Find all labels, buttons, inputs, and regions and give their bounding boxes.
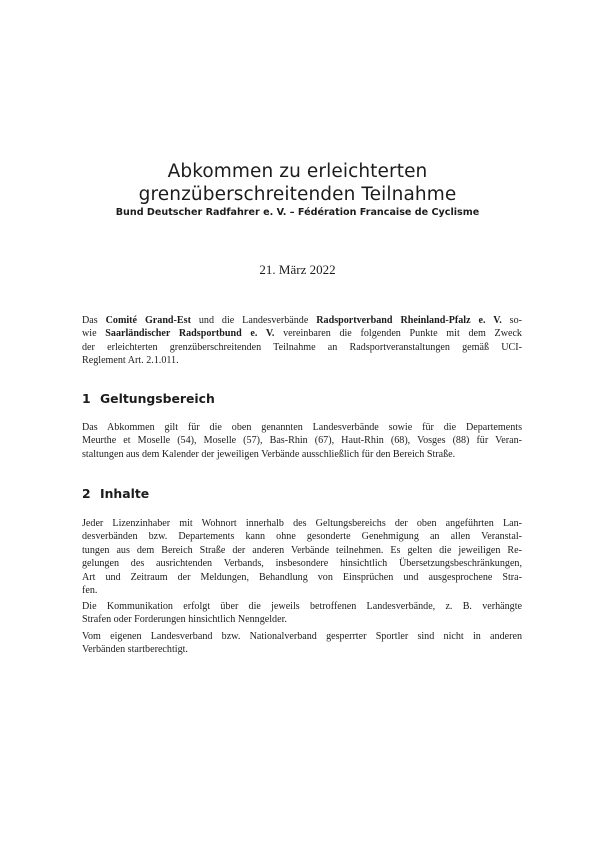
intro-line-4: Reglement Art. 2.1.011. [82, 355, 179, 367]
intro-bold-rlp: Radsportverband Rheinland-Pfalz e. V. [316, 315, 502, 326]
section-1-paragraph [82, 421, 522, 461]
intro-line-3: der erleichterten grenzüberschreitenden Teilnahme an Radsportveranstaltungen gemäß UCI- [82, 341, 522, 353]
text-line: Art und Zeitraum der Meldungen, Behandlung von Einsprüchen und ausgesprochene Stra- [82, 571, 522, 583]
text-line: Verbänden startberechtigt. [82, 644, 188, 656]
text-line: gelungen des ausrichtenden Verbands, insbesondere hinsichtlich Übersetzungsbeschränkungen, [82, 558, 522, 570]
title-line-2: grenzüberschreitenden Teilnahme [138, 184, 457, 205]
text-line: staltungen aus dem Kalender der jeweiligen Verbände ausschließlich für den Bereich Straße. [82, 448, 456, 460]
intro-line-2: wie Saarländischer Radsportbund e. V. vereinbaren die folgenden Punkte mit dem Zweck [82, 328, 522, 340]
intro-bold-comite: Comité Grand-Est [105, 315, 191, 326]
title-line-1: Abkommen zu erleichterten [167, 161, 428, 182]
text-line: Strafen oder Forderungen hinsichtlich Nenngelder. [82, 614, 287, 626]
section-title: Inhalte [100, 486, 150, 501]
section-2-paragraph-3 [82, 630, 522, 657]
section-heading-2 [82, 486, 149, 501]
section-number: 1 [82, 391, 91, 406]
text-line: Die Kommunikation erfolgt über die jeweils betroffenen Landesverbände, z. B. verhängte [82, 601, 522, 612]
text-line: Jeder Lizenzinhaber mit Wohnort innerhalb des Geltungsbereichs der oben angeführten Lan- [82, 518, 522, 529]
section-2-paragraph-1 [82, 517, 522, 597]
text-line: fen. [82, 585, 98, 597]
intro-bold-saar: Saarländischer Radsportbund e. V. [105, 328, 275, 340]
text-line: Meurthe et Moselle (54), Moselle (57), Bas-Rhin (67), Haut-Rhin (68), Vosges (88) für Veran- [82, 435, 522, 447]
section-heading-1 [82, 391, 215, 406]
intro-line-1: Das Comité Grand-Est und die Landesverbände Radsportverband Rheinland-Pfalz e. V. so- [82, 315, 522, 326]
section-2-paragraph-2 [82, 600, 522, 627]
text-line: desverbänden bzw. Departements kann ohne gesonderte Genehmigung an allen Veranstal- [82, 531, 522, 543]
document-subtitle: Bund Deutscher Radfahrer e. V. – Fédération Francaise de Cyclisme [115, 207, 480, 218]
document-title [60, 160, 535, 206]
intro-paragraph [82, 314, 522, 368]
text-line: Das Abkommen gilt für die oben genannten Landesverbände sowie für die Departements [82, 422, 522, 433]
document-date: 21. März 2022 [259, 262, 336, 277]
text-line: tungen aus dem Bereich Straße der anderen Verbände teilnehmen. Es gelten die jeweiligen Re- [82, 544, 522, 556]
section-number: 2 [82, 486, 91, 501]
section-title: Geltungsbereich [100, 391, 215, 406]
text-line: Vom eigenen Landesverband bzw. Nationalverband gesperrter Sportler sind nicht in anderen [82, 631, 522, 642]
